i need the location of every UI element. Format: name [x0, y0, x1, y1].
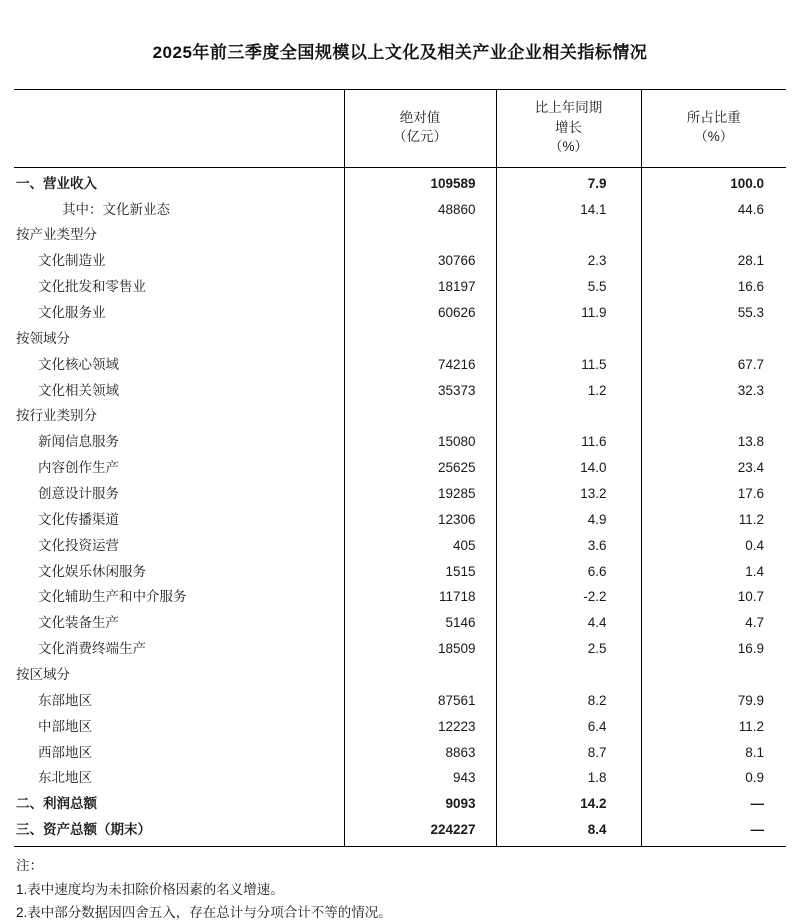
row-label: 文化传播渠道 — [14, 507, 344, 533]
row-label: 中部地区 — [14, 714, 344, 740]
row-absolute-value: 35373 — [344, 378, 496, 404]
row-share-value — [641, 662, 786, 688]
table-row — [14, 378, 786, 404]
row-absolute-value: 19285 — [344, 481, 496, 507]
row-growth-value — [496, 326, 641, 352]
row-growth-value: 8.4 — [496, 817, 641, 846]
row-label: 新闻信息服务 — [14, 429, 344, 455]
row-share-value: 79.9 — [737, 692, 764, 708]
column-header-absolute-line1: 绝对值 — [399, 109, 441, 125]
table-row — [14, 248, 786, 274]
row-label: 三、资产总额（期末） — [14, 817, 344, 846]
table-row — [14, 429, 786, 455]
row-growth-value: 4.9 — [496, 507, 641, 533]
row-absolute-value — [344, 326, 496, 352]
row-absolute-value: 11718 — [344, 584, 496, 610]
row-absolute-value: 1515 — [344, 559, 496, 585]
row-share-value — [641, 403, 786, 429]
column-header-growth-line3: （%） — [548, 139, 588, 155]
row-share-value: — — [750, 822, 764, 838]
table-header-row — [14, 90, 786, 168]
row-growth-value: 14.1 — [496, 197, 641, 223]
column-header-absolute — [344, 90, 496, 168]
row-share-value: 8.1 — [745, 744, 764, 760]
row-growth-value: 8.2 — [496, 688, 641, 714]
row-share-value: 16.6 — [737, 279, 764, 295]
row-growth-value: 6.4 — [496, 714, 641, 740]
row-label: 文化制造业 — [14, 248, 344, 274]
table-row — [14, 765, 786, 791]
row-growth-value: 3.6 — [496, 533, 641, 559]
row-label: 创意设计服务 — [14, 481, 344, 507]
row-growth-value: 14.2 — [496, 791, 641, 817]
row-growth-value: 2.3 — [496, 248, 641, 274]
row-growth-value: 14.0 — [496, 455, 641, 481]
column-header-absolute-line2: （亿元） — [393, 129, 447, 145]
column-header-share-line2: （%） — [694, 129, 734, 145]
row-share-value: 32.3 — [737, 382, 764, 398]
row-growth-value: 2.5 — [496, 636, 641, 662]
row-share-value: — — [750, 796, 764, 812]
row-label: 文化辅助生产和中介服务 — [14, 584, 344, 610]
table-row — [14, 455, 786, 481]
row-label: 按区域分 — [14, 662, 344, 688]
row-share-value: 44.6 — [737, 201, 764, 217]
row-label: 二、利润总额 — [14, 791, 344, 817]
row-absolute-value: 74216 — [344, 352, 496, 378]
column-header-growth — [496, 90, 641, 168]
row-label: 东部地区 — [14, 688, 344, 714]
table-row — [14, 507, 786, 533]
row-growth-value: 11.5 — [496, 352, 641, 378]
row-absolute-value — [344, 662, 496, 688]
table-row — [14, 714, 786, 740]
row-absolute-value — [344, 222, 496, 248]
row-absolute-value: 109589 — [344, 167, 496, 196]
row-absolute-value: 18197 — [344, 274, 496, 300]
table-row — [14, 662, 786, 688]
row-share-value: 23.4 — [737, 460, 764, 476]
row-share-value: 0.4 — [745, 537, 764, 553]
row-absolute-value: 30766 — [344, 248, 496, 274]
row-absolute-value: 9093 — [344, 791, 496, 817]
table-row — [14, 688, 786, 714]
row-label: 文化装备生产 — [14, 610, 344, 636]
row-label: 东北地区 — [14, 765, 344, 791]
row-growth-value — [496, 222, 641, 248]
row-label: 一、营业收入 — [14, 167, 344, 196]
column-header-growth-line1: 比上年同期 — [534, 100, 603, 115]
row-growth-value: 11.9 — [496, 300, 641, 326]
row-share-value: 28.1 — [737, 253, 764, 269]
row-growth-value: -2.2 — [496, 584, 641, 610]
table-row — [14, 300, 786, 326]
row-absolute-value: 48860 — [344, 197, 496, 223]
row-share-value: 0.9 — [745, 770, 764, 786]
table-row — [14, 222, 786, 248]
row-label: 内容创作生产 — [14, 455, 344, 481]
table-row — [14, 481, 786, 507]
row-label: 文化娱乐休闲服务 — [14, 559, 344, 585]
table-row — [14, 274, 786, 300]
table-body — [14, 167, 786, 846]
row-share-value: 67.7 — [737, 356, 764, 372]
note-item-2: 2.表中部分数据因四舍五入，存在总计与分项合计不等的情况。 — [16, 905, 392, 920]
row-absolute-value: 8863 — [344, 740, 496, 766]
row-share-value: 10.7 — [737, 589, 764, 605]
table-row — [14, 817, 786, 846]
row-label: 文化消费终端生产 — [14, 636, 344, 662]
row-share-value: 13.8 — [737, 434, 764, 450]
table-row — [14, 636, 786, 662]
table-row — [14, 559, 786, 585]
notes-section — [14, 847, 786, 924]
row-label: 按领域分 — [14, 326, 344, 352]
notes-heading: 注： — [16, 858, 43, 874]
row-absolute-value: 943 — [344, 765, 496, 791]
column-header-growth-line2: 增长 — [555, 119, 582, 135]
row-growth-value — [496, 662, 641, 688]
row-label: 文化批发和零售业 — [14, 274, 344, 300]
column-header-share-line1: 所占比重 — [686, 109, 741, 125]
row-share-value: 100.0 — [730, 175, 764, 191]
row-label: 文化相关领域 — [14, 378, 344, 404]
row-absolute-value: 25625 — [344, 455, 496, 481]
row-label: 按产业类型分 — [14, 222, 344, 248]
row-absolute-value: 12306 — [344, 507, 496, 533]
row-absolute-value: 12223 — [344, 714, 496, 740]
row-absolute-value: 224227 — [344, 817, 496, 846]
row-growth-value: 13.2 — [496, 481, 641, 507]
table-row — [14, 610, 786, 636]
table-row — [14, 326, 786, 352]
row-label: 西部地区 — [14, 740, 344, 766]
row-growth-value: 4.4 — [496, 610, 641, 636]
row-share-value: 17.6 — [737, 486, 764, 501]
row-share-value: 4.7 — [745, 615, 764, 631]
column-header-indicator — [14, 90, 344, 168]
table-row — [14, 197, 786, 223]
row-absolute-value: 5146 — [344, 610, 496, 636]
row-label: 文化核心领域 — [14, 352, 344, 378]
row-share-value: 55.3 — [737, 304, 764, 320]
row-absolute-value — [344, 403, 496, 429]
row-share-value: 1.4 — [745, 563, 764, 579]
table-row — [14, 740, 786, 766]
note-item-1: 1.表中速度均为未扣除价格因素的名义增速。 — [16, 881, 284, 897]
row-absolute-value: 60626 — [344, 300, 496, 326]
row-growth-value: 5.5 — [496, 274, 641, 300]
row-absolute-value: 15080 — [344, 429, 496, 455]
row-absolute-value: 18509 — [344, 636, 496, 662]
statistics-table — [14, 89, 786, 846]
row-share-value: 11.2 — [738, 511, 764, 527]
row-label: 文化服务业 — [14, 300, 344, 326]
row-share-value — [641, 326, 786, 352]
page-title: 2025年前三季度全国规模以上文化及相关产业企业相关指标情况 — [152, 43, 648, 62]
row-share-value: 16.9 — [737, 641, 764, 657]
row-growth-value — [496, 403, 641, 429]
row-absolute-value: 87561 — [344, 688, 496, 714]
table-row — [14, 352, 786, 378]
table-row — [14, 167, 786, 196]
row-growth-value: 7.9 — [496, 167, 641, 196]
table-header — [14, 90, 786, 168]
row-label: 文化投资运营 — [14, 533, 344, 559]
row-growth-value: 11.6 — [496, 429, 641, 455]
row-growth-value: 6.6 — [496, 559, 641, 585]
row-growth-value: 1.8 — [496, 765, 641, 791]
row-growth-value: 1.2 — [496, 378, 641, 404]
row-growth-value: 8.7 — [496, 740, 641, 766]
table-row — [14, 533, 786, 559]
table-row — [14, 584, 786, 610]
row-label: 按行业类别分 — [14, 403, 344, 429]
column-header-share — [641, 90, 786, 168]
table-row — [14, 403, 786, 429]
row-absolute-value: 405 — [344, 533, 496, 559]
table-row — [14, 791, 786, 817]
row-share-value: 11.2 — [738, 718, 764, 734]
row-label: 其中：文化新业态 — [14, 197, 344, 223]
row-share-value — [641, 222, 786, 248]
